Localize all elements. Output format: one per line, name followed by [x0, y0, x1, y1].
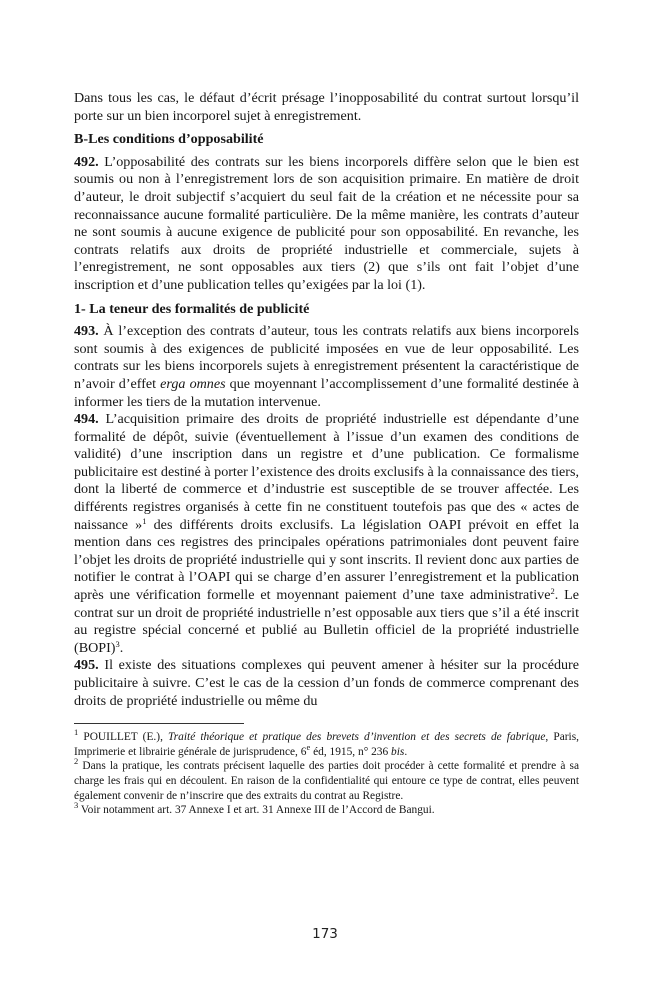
footnote-mark: 1 [74, 727, 79, 738]
paragraph-number: 493. [74, 323, 99, 340]
paragraph-492 [74, 154, 579, 295]
paragraph-text: que moyennant l’accomplissement d’une formalité destinée à informer les tiers de la mutation intervenue. [74, 375, 580, 410]
section-heading-1: 1- La teneur des formalités de publicité [74, 300, 310, 317]
footnote-text: , Paris, Imprimerie et librairie générale de jurisprudence, 6 [74, 731, 579, 758]
latin-term: erga omnes [160, 375, 226, 392]
footnote-italic: bis [391, 745, 405, 758]
footnote-text: POUILLET (E.), [78, 731, 169, 744]
footnote-divider [74, 723, 244, 724]
footnote-mark: 2 [74, 756, 79, 767]
intro-paragraph: Dans tous les cas, le défaut d’écrit présage l’inopposabilité du contrat surtout lorsqu’il porte sur un bien incorporel sujet à enregistrement. [74, 90, 579, 124]
paragraph-text: L’opposabilité des contrats sur les biens incorporels diffère selon que le bien est soumis ou non à l’enregistrement lors de son acquisition primaire. En matière de droit d’auteur, le droit subjectif s’acquiert du seul fait de la création et ne nécessite pour sa reconnaissance aucune formalité particulière. De la même manière, les contrats d’auteur ne sont soumis à aucune exigence de publicité pour son opposabilité. En revanche, les contrats relatifs aux droits de propriété industrielle et commerciale, sujets à l’enregistrement, ne sont opposables aux tiers (2) que s’ils ont fait l’objet d’une inscription et d’une publication telles qu’exigées par la loi (1). [74, 153, 579, 293]
section-heading-b: B-Les conditions d’opposabilité [74, 131, 264, 148]
paragraph-number: 495. [74, 657, 99, 674]
footnote-text: Voir notamment art. 37 Annexe I et art. 31 Annexe III de l’Accord de Bangui. [78, 804, 435, 817]
document-page [74, 90, 579, 818]
footnote-1 [74, 727, 579, 759]
footnote-ref-3[interactable]: 3 [115, 638, 120, 649]
edition-superscript: e [306, 741, 311, 752]
footnote-3 [74, 800, 579, 818]
paragraph-number: 492. [74, 153, 99, 170]
paragraph-text: L’acquisition primaire des droits de propriété industrielle est dépendante d’une formalité de dépôt, suivie (éventuellement à l’issue d’un examen des conditions de validité) d’une inscription dans un registre et d’une publication. Ce formalisme publicitaire est destiné à porter l’existence des droits exclusifs à la connaissance des tiers, dont la liberté de commerce et d’industrie est susceptible de se trouver affectée. Les différents registres organisés à cette fin ne constituent toutefois pas que des « actes de naissance » [74, 411, 579, 533]
page-number: 173 [312, 926, 338, 942]
footnote-2 [74, 756, 579, 803]
paragraph-text: À l’exception des contrats d’auteur, tous les contrats relatifs aux biens incorporels sont soumis à des exigences de publicité imposées en vue de leur opposabilité. Les contrats sur les biens incorporels sujets à enregistrement présentent la caractéristique de n’avoir d’effet [74, 323, 579, 392]
paragraph-text: . Le contrat sur un droit de propriété industrielle n’est opposable aux tiers que s’il a été inscrit au registre spécial concerné et publié au Bulletin officiel de la propriété industrielle (BOPI) [74, 587, 579, 656]
footnote-text: éd, 1915, n° 236 [310, 745, 392, 758]
footnote-ref-2[interactable]: 2 [550, 586, 555, 597]
footnote-text: Dans la pratique, les contrats précisent laquelle des parties doit procéder à cette formalité et prendre à sa charge les frais qui en découlent. En raison de la confidentialité qui entoure ce type de contrat, elles peuvent également convenir de n’inscrire que des extraits du contrat au Registre. [74, 760, 579, 802]
footnote-text: . [404, 745, 408, 758]
footnote-ref-1[interactable]: 1 [142, 515, 147, 526]
footnote-mark: 3 [74, 800, 79, 811]
paragraph-number: 494. [74, 411, 99, 428]
paragraph-text: des différents droits exclusifs. La législation OAPI prévoit en effet la mention dans ces registres des principales opérations patrimoniales dont peuvent faire l’objet les droits de propriété industrielle qui y sont inscrits. Il revient donc aux parties de notifier le contrat à l’OAPI qui se charge d’en assurer l’enregistrement et la publication après une vérification formelle et moyennant paiement d’une taxe administrative [74, 516, 579, 604]
paragraph-text: Il existe des situations complexes qui peuvent amener à hésiter sur la procédure publicitaire à suivre. C’est le cas de la cession d’un fonds de commerce comprenant des droits de propriété industrielle ou même du [74, 657, 579, 709]
footnote-title: Traité théorique et pratique des brevets d’invention et des secrets de fabrique [168, 731, 546, 744]
paragraph-495 [74, 657, 579, 710]
paragraph-text: . [119, 639, 124, 656]
paragraph-494 [74, 411, 579, 657]
paragraph-493 [74, 323, 579, 411]
